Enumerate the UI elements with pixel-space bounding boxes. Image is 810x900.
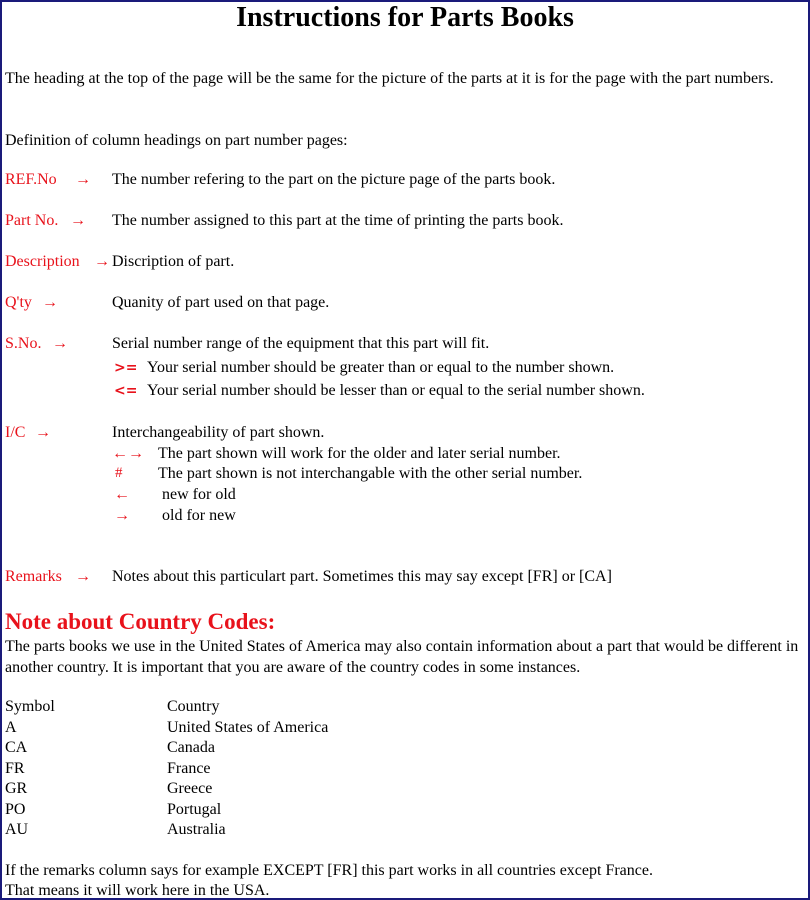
ic-detail-both: The part shown will work for the older and later serial number. xyxy=(158,445,561,462)
less-equal-symbol: <= xyxy=(114,383,138,399)
country-intro-paragraph: The parts books we use in the United States of America may also contain information about a part that would be different in another country. It is important that you are aware of the country codes in some instances. xyxy=(5,638,799,676)
column-desc-remarks: Notes about this particulart part. Sometimes this may say except [FR] or [CA] xyxy=(112,568,612,585)
table-header-country: Country xyxy=(167,698,220,715)
arrow-left-icon: ← xyxy=(114,486,130,503)
arrow-right-icon: → xyxy=(114,507,130,524)
table-cell-symbol: AU xyxy=(5,821,29,838)
definition-heading: Definition of column headings on part number pages: xyxy=(5,132,348,149)
table-cell-symbol: PO xyxy=(5,801,26,818)
column-desc-serial-no: Serial number range of the equipment that this part will fit. xyxy=(112,335,490,352)
ic-detail-old-for-new: old for new xyxy=(162,507,236,524)
column-label-part-no xyxy=(5,212,58,230)
ic-detail-new-for-old: new for old xyxy=(162,486,236,503)
column-label-ic xyxy=(5,424,25,442)
table-cell-country: Greece xyxy=(167,780,213,797)
page-title: Instructions for Parts Books xyxy=(236,2,574,33)
arrow-right-icon: → xyxy=(42,294,58,311)
sno-detail-greater: Your serial number should be greater than or equal to the number shown. xyxy=(147,359,615,376)
column-desc-description: Discription of part. xyxy=(112,253,235,270)
column-desc-qty: Quanity of part used on that page. xyxy=(112,294,330,311)
label-text: I/C xyxy=(5,424,26,441)
footer-line-1: If the remarks column says for example EXCEPT [FR] this part works in all countries except France. xyxy=(5,862,653,879)
sno-detail-less: Your serial number should be lesser than or equal to the serial number shown. xyxy=(147,382,645,399)
column-desc-part-no: The number assigned to this part at the time of printing the parts book. xyxy=(112,212,564,229)
label-text: Part No. xyxy=(5,212,59,229)
table-cell-country: Australia xyxy=(167,821,226,838)
column-label-remarks xyxy=(5,568,62,586)
ic-detail-not: The part shown is not interchangable with the other serial number. xyxy=(158,465,583,482)
table-cell-country: France xyxy=(167,760,211,777)
column-desc-ref-no: The number refering to the part on the picture page of the parts book. xyxy=(112,171,556,188)
intro-paragraph: The heading at the top of the page will be the same for the picture of the parts at it is for the page with the part numbers. xyxy=(5,70,774,87)
country-codes-heading: Note about Country Codes: xyxy=(5,609,276,634)
label-text: Q'ty xyxy=(5,294,32,311)
label-text: S.No. xyxy=(5,335,42,352)
table-cell-symbol: GR xyxy=(5,780,28,797)
column-label-serial-no xyxy=(5,335,41,353)
table-cell-symbol: A xyxy=(5,719,17,736)
arrow-right-icon: → xyxy=(70,212,86,229)
arrow-right-icon: → xyxy=(94,253,110,270)
label-text: Remarks xyxy=(5,568,62,585)
double-arrow-icon: ←→ xyxy=(112,445,144,462)
arrow-right-icon: → xyxy=(75,568,91,585)
table-cell-country: Canada xyxy=(167,739,215,756)
footer-line-2: That means it will work here in the USA. xyxy=(5,882,270,899)
arrow-right-icon: → xyxy=(35,424,51,441)
table-cell-symbol: FR xyxy=(5,760,25,777)
label-text: Description xyxy=(5,253,80,270)
label-text: REF.No xyxy=(5,171,57,188)
table-cell-country: Portugal xyxy=(167,801,222,818)
column-label-qty xyxy=(5,294,32,312)
table-header-symbol: Symbol xyxy=(5,698,55,715)
table-cell-country: United States of America xyxy=(167,719,329,736)
arrow-right-icon: → xyxy=(52,335,68,352)
table-cell-symbol: CA xyxy=(5,739,28,756)
column-desc-ic: Interchangeability of part shown. xyxy=(112,424,325,441)
greater-equal-symbol: >= xyxy=(114,360,138,376)
hash-symbol: # xyxy=(115,465,123,481)
arrow-right-icon: → xyxy=(75,171,91,188)
column-label-description xyxy=(5,253,80,271)
column-label-ref-no xyxy=(5,171,57,189)
